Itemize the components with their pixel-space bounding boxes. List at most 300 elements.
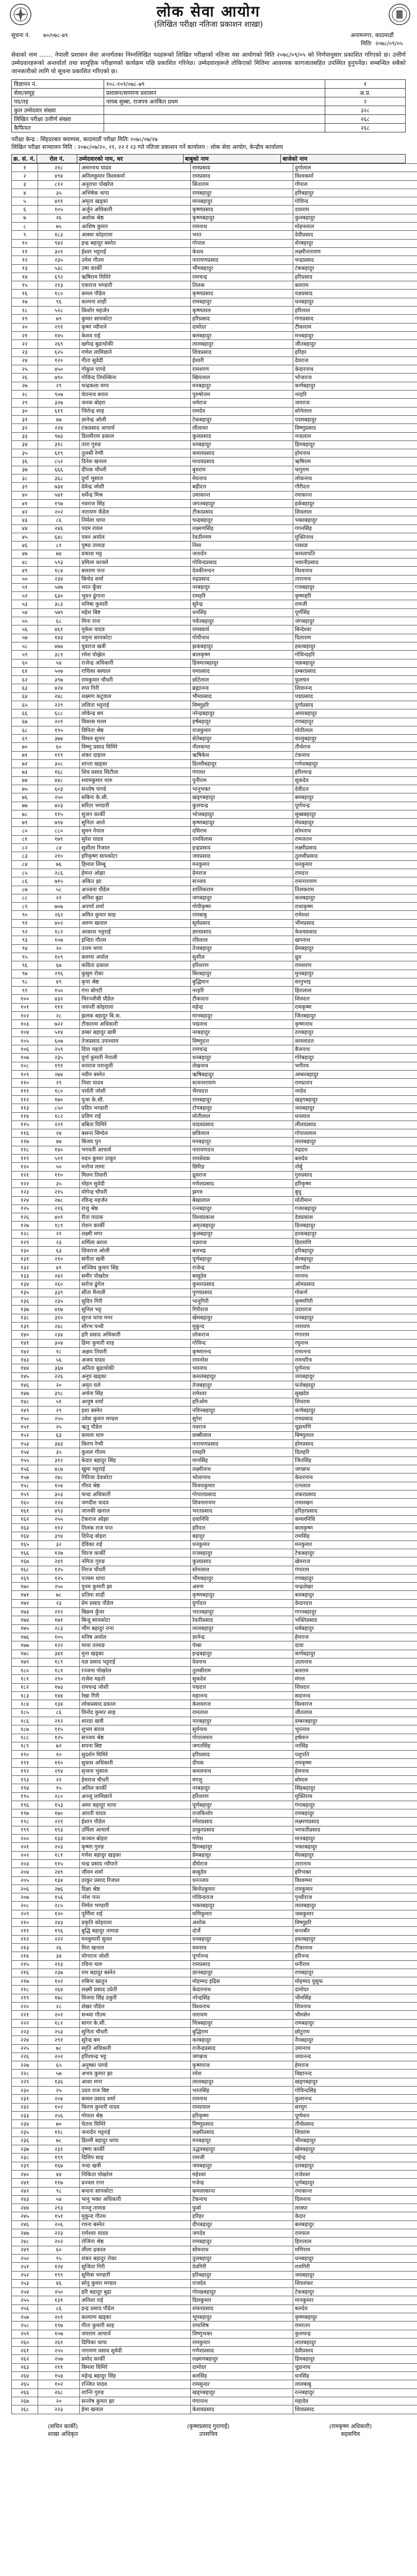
cell-candidate-name: नमिता गुरुङ [80,1557,191,1566]
cell-candidate-name: तारा गुरुङ [80,440,191,449]
cell-grandfather-name: लालबहादुर [293,2338,417,2346]
table-row [12,2321,417,2330]
cell-father-name: बेखालाल [191,1196,293,1205]
cell-roll-number: २५५ [38,1515,80,1523]
table-row [12,2111,417,2120]
cell-grandfather-name: हिरालाल [293,2238,417,2246]
table-row [12,1633,417,1641]
cell-serial: १९५ [12,1792,38,1801]
cell-grandfather-name: चन्द्रप्रसाद [293,256,417,264]
cell-candidate-name: भगवती आचार्य [80,1146,191,1154]
cell-candidate-name: पदम रावल [80,524,191,533]
table-row [12,541,417,550]
cell-roll-number: २५३ [38,2027,80,2036]
table-row [12,1440,417,1448]
cell-roll-number: ३०३ [38,1490,80,1498]
cell-roll-number: २१६ [38,1205,80,1213]
cell-candidate-name: रामचन्द्र जोशी [80,1683,191,1691]
table-row [12,1490,417,1498]
cell-roll-number: ५१ [38,1398,80,1406]
table-row [12,1239,417,1247]
cell-candidate-name: कमला थारु [80,1431,191,1439]
cell-serial: २०१ [12,1843,38,1851]
cell-father-name: नरबहादुर [191,1784,293,1792]
cell-serial: २२५ [12,2044,38,2053]
cell-father-name: यमप्रसाद [191,667,293,675]
cell-father-name: विष्णुप्रसाद [191,2120,293,2128]
cell-serial: १३२ [12,1263,38,1272]
cell-grandfather-name: गोविन्द [293,197,417,206]
cell-roll-number: २७४ [38,1071,80,1079]
cell-father-name: विष्णुदत्त [191,1037,293,1045]
cell-father-name: टेकनाथ [191,2195,293,2204]
cell-serial: २०७ [12,1893,38,1902]
cell-candidate-name: हेमराज चौधरी [80,1776,191,1784]
cell-grandfather-name: कुलानन्द [293,2095,417,2103]
table-row [12,256,417,264]
cell-father-name: गणेशप्रसाद [191,1179,293,1188]
cell-candidate-name: डम्बर बहादुर खत्री [80,1028,191,1037]
cell-father-name: रेवतीरमण [191,533,293,541]
cell-candidate-name: मुना खड्का [80,1650,191,1658]
cell-roll-number: ६३ [38,1247,80,1255]
cell-candidate-name: सञ्जय श्रेष्ठ [80,1734,191,1742]
cell-serial: ६२ [12,676,38,684]
cell-candidate-name: खगेन्द्र बुढाथोकी [80,340,191,348]
cell-candidate-name: राधिका बस्याल [80,667,191,675]
table-row [12,886,417,894]
cell-grandfather-name: लोकनाथ [293,474,417,482]
cell-grandfather-name: तुलसीप्रसाद [293,852,417,860]
cell-candidate-name: कृपा श्रेष्ठ [80,978,191,986]
cell-grandfather-name: मनकुमार [293,1540,417,1549]
cell-serial: ४० [12,491,38,499]
table-row [12,1095,417,1104]
table-row [12,1524,417,1532]
cell-candidate-name: सीता मैनाली [80,1289,191,1297]
cell-roll-number: ४३२ [38,995,80,1003]
cell-grandfather-name: हरकबहादुर [293,1230,417,1238]
cell-grandfather-name: रामजतन [293,835,417,843]
table-row [12,1943,417,1952]
cell-grandfather-name: विश्वराज [293,1700,417,1708]
cell-grandfather-name: रामरतन [293,2321,417,2330]
table-row [12,802,417,810]
cell-serial: २०८ [12,1902,38,1910]
info-row [12,97,406,106]
cell-candidate-name: हेमन्त ओझा [80,869,191,877]
cell-candidate-name: सागर के.सी. [80,2019,191,2027]
cell-roll-number: २०४ [38,2095,80,2103]
cell-roll-number: ७९० [38,374,80,382]
cell-roll-number: ३५ [38,1179,80,1188]
cell-father-name: भक्तबहादुर [191,1902,293,1910]
cell-serial: ११३ [12,1104,38,1112]
cell-roll-number: २०६ [38,2221,80,2229]
cell-serial: ६० [12,659,38,667]
cell-serial: ३३ [12,432,38,440]
cell-grandfather-name: पूर्णनाथ [293,1364,417,1372]
table-row [12,2011,417,2019]
cell-father-name: राजदेव [191,2279,293,2287]
table-row [12,1213,417,1222]
table-row [12,869,417,877]
cell-roll-number: २३४ [38,1331,80,1339]
cell-grandfather-name: पद्मप्रसाद [293,692,417,701]
cell-roll-number: ३८१ [38,651,80,659]
table-row [12,676,417,684]
table-row [12,2086,417,2094]
cell-candidate-name: अनुप खड्का [80,1372,191,1381]
cell-grandfather-name: हरिहरप्रसाद [293,1507,417,1515]
cell-candidate-name: गणेश लामिछाने [80,348,191,357]
cell-roll-number: ३०९ [38,247,80,256]
cell-grandfather-name: गोविन्दहरि [293,651,417,659]
table-row [12,1708,417,1717]
cell-father-name: भरतबहादुर [191,1608,293,1616]
cell-candidate-name: कुशल गौतम [80,1448,191,1456]
table-row [12,2246,417,2254]
cell-serial: ९९ [12,987,38,995]
cell-father-name: राजकुमार [191,726,293,734]
cell-father-name: अशोक [191,1919,293,1927]
cell-roll-number: २९ [38,1406,80,1414]
cell-serial: २०२ [12,1851,38,1859]
cell-roll-number: ४७४ [38,642,80,650]
cell-grandfather-name: नरदेव [293,1087,417,1095]
cell-candidate-name: मिरा खनाल [80,1943,191,1952]
cell-roll-number: ११० [38,1171,80,1179]
exam-venue-info [11,135,406,151]
cell-grandfather-name: बलदेव [293,2304,417,2313]
cell-candidate-name: पुष्पा तामाङ [80,541,191,550]
cell-grandfather-name: धनकुमार [293,860,417,869]
table-row [12,2304,417,2313]
cell-father-name: रामसेवक [191,1155,293,1163]
cell-grandfather-name: हरिलाल [293,307,417,315]
table-row [12,2061,417,2070]
cell-father-name: भोजबहादुर [191,810,293,818]
cell-father-name: बिनोदकुमार [191,1885,293,1893]
cell-serial: १९८ [12,1818,38,1826]
table-row [12,1155,417,1163]
cell-serial: ९ [12,231,38,239]
cell-grandfather-name: नैनबहादुर [293,2036,417,2044]
cell-roll-number: १९३ [38,1826,80,1834]
cell-candidate-name: नारायण प्रसाद सुवेदी [80,2347,191,2355]
cell-candidate-name: अनिश बुढा [80,894,191,902]
signature-role: उपसचिव [199,2430,218,2437]
cell-grandfather-name: बलराम [293,1667,417,1675]
cell-candidate-name: अमर बहादुर थापा [80,1801,191,1809]
cell-roll-number: २८० [38,1792,80,1801]
cell-serial: ६९ [12,735,38,743]
signature-role: सहसचिव [341,2430,360,2437]
table-row [12,281,417,290]
cell-father-name: गणेशप्रसाद [191,2347,293,2355]
info-extra: अ.प्र. [325,89,406,97]
cell-candidate-name: कल्पना शाही [80,298,191,306]
cell-grandfather-name: मुनबहादुर [293,970,417,978]
info-value: १०८-१०९/०७८-७९ [104,80,325,89]
cell-father-name: मनबहादुर [191,1138,293,1146]
cell-roll-number: १८० [38,1087,80,1095]
cell-serial: १६४ [12,1532,38,1540]
table-row [12,1272,417,1280]
cell-grandfather-name: पूर्णबहादुर [293,2179,417,2187]
signature-jointsecretary [299,2422,402,2438]
table-row [12,516,417,524]
cell-serial: २०५ [12,1876,38,1885]
cell-grandfather-name: बलबहादुर [293,2221,417,2229]
cell-roll-number: ११५ [38,1859,80,1868]
cell-roll-number: ७९ [38,315,80,323]
cell-serial: ३१ [12,415,38,423]
cell-roll-number: २९६ [38,970,80,978]
cell-grandfather-name: बालकृष्ण [293,1524,417,1532]
cell-father-name: विजयकुमार [191,1482,293,1490]
cell-father-name: गोपाल [191,239,293,247]
table-row [12,1381,417,1389]
cell-candidate-name: पूर्णिमा राई [80,1910,191,1918]
cell-candidate-name: बिमला घिमिरे [80,2363,191,2371]
cell-grandfather-name: डिलबहादुर [293,1222,417,1230]
cell-grandfather-name: विष्णुहरि [293,1919,417,1927]
header-grandfather-name: बाजेको नाम [281,155,406,163]
cell-serial: २६५ [12,2380,38,2388]
cell-father-name: यमनाथ [191,1943,293,1952]
cell-grandfather-name: हेमराज [293,2061,417,2070]
cell-grandfather-name: रणबहादुर [293,718,417,726]
cell-father-name: महानन्द [191,1692,293,1700]
cell-father-name: कुलचन्द्र [191,802,293,810]
cell-grandfather-name: दिलहरि [293,1448,417,1456]
cell-candidate-name: आयुष शर्मा [80,1398,191,1406]
cell-roll-number: २११ [38,2363,80,2371]
cell-serial: ५८ [12,642,38,650]
table-row [12,2330,417,2338]
table-row [12,2103,417,2111]
cell-grandfather-name: कर्णबहादुर [293,1406,417,1414]
cell-serial: २१८ [12,1986,38,1994]
results-table [11,163,417,2414]
cell-serial: १०४ [12,1028,38,1037]
table-row [12,550,417,558]
cell-candidate-name: निरज चौधरी [80,1566,191,1574]
table-row [12,1734,417,1742]
cell-candidate-name: पूजा के.सी. [80,1095,191,1104]
cell-roll-number: २० [38,2397,80,2405]
cell-roll-number: ३२ [38,1540,80,1549]
cell-grandfather-name: शिवराम [293,1398,417,1406]
cell-roll-number: १९७ [38,2321,80,2330]
cell-serial: ४५ [12,533,38,541]
cell-serial: ६६ [12,709,38,718]
cell-candidate-name: अर्चना सिंह [80,1389,191,1398]
cell-father-name: उमाकान्त [191,491,293,499]
cell-grandfather-name: केशवप्रसाद [293,928,417,936]
cell-serial: १३५ [12,1289,38,1297]
table-row [12,1347,417,1355]
cell-father-name: मणिकुमार [191,1910,293,1918]
cell-father-name: छविलाल [191,1129,293,1138]
cell-father-name: रामप्रसाद [191,164,293,172]
cell-serial: २१९ [12,1994,38,2002]
table-row [12,1952,417,1960]
table-row [12,743,417,751]
cell-serial: २११ [12,1927,38,1935]
cell-roll-number: ७४ [38,550,80,558]
cell-roll-number: २१ [38,1230,80,1238]
table-row [12,936,417,944]
cell-serial: १२४ [12,1196,38,1205]
cell-grandfather-name: बिन्देश्वर [293,625,417,634]
table-row [12,2187,417,2195]
cell-roll-number: १७१ [38,1616,80,1624]
table-row [12,1071,417,1079]
cell-serial: ५४ [12,608,38,617]
cell-grandfather-name: कालुबहादुर [293,735,417,743]
cell-serial: १२२ [12,1179,38,1188]
cell-candidate-name: देवेन्द्र जोशी [80,483,191,491]
cell-serial: २४२ [12,2187,38,2195]
cell-father-name: धनबहादुर [191,1935,293,1943]
cell-candidate-name: तिलक राज पन्त [80,1524,191,1532]
cell-roll-number: २४२ [38,1272,80,1280]
cell-serial: ९० [12,911,38,919]
cell-roll-number: १४० [38,1146,80,1154]
cell-roll-number: १४५ [38,331,80,340]
table-row [12,1583,417,1591]
cell-candidate-name: रामेश्वर यादव [80,2229,191,2238]
table-row [12,323,417,331]
cell-roll-number: २१० [38,852,80,860]
cell-grandfather-name: पूर्णचन्द्र [293,802,417,810]
cell-roll-number: ४६ [38,2279,80,2287]
cell-grandfather-name: नारायण [293,1322,417,1330]
cell-grandfather-name: धनबहादुर [293,298,417,306]
table-row [12,407,417,415]
cell-serial: २२९ [12,2078,38,2086]
cell-father-name: खिमलाल [191,374,293,382]
cell-grandfather-name: खड्गबहादुर [293,2078,417,2086]
table-row [12,2355,417,2363]
cell-grandfather-name: कुलचन्द्र [293,2330,417,2338]
cell-father-name: ज्ञानप्रसाद [191,928,293,936]
cell-roll-number: २०२ [38,2053,80,2061]
cell-grandfather-name: गोरेबहादुर [293,1054,417,1062]
cell-roll-number: १७३ [38,1683,80,1691]
cell-candidate-name: जयराम आचार्य [80,2330,191,2338]
info-label: विज्ञापन नं. [12,80,104,89]
cell-grandfather-name: रामशरण [293,961,417,970]
cell-father-name: रामस्वार्थ [191,625,293,634]
cell-roll-number: ६६६ [38,466,80,474]
table-row [12,1792,417,1801]
cell-grandfather-name: देवप्रकाश [293,1213,417,1222]
cell-grandfather-name: दुर्गाप्रसाद [293,701,417,709]
cell-serial: २३४ [12,2120,38,2128]
cell-candidate-name: कुसुम रोका [80,970,191,978]
cell-grandfather-name: हिमबहादुर [293,440,417,449]
cell-candidate-name: मुकुन्द गौतम [80,2212,191,2221]
cell-candidate-name: हरिकृष्ण सापकोटा [80,852,191,860]
cell-candidate-name: प्रविण राई [80,1112,191,1121]
cell-father-name: विष्णुभक्त [191,2330,293,2338]
cell-serial: १९६ [12,1801,38,1809]
cell-candidate-name: अभिषेक थापा [80,189,191,197]
cell-father-name: मेघनाथ [191,474,293,482]
cell-grandfather-name: उदयनाथ [293,1658,417,1666]
cell-father-name: सुशील [191,953,293,961]
table-row [12,315,417,323]
table-row [12,1138,417,1146]
cell-grandfather-name: लक्ष्मीनारायण [293,247,417,256]
table-row [12,1616,417,1624]
cell-candidate-name: शान्ति गुरुङ [80,2388,191,2397]
cell-father-name: गोविन्द [191,1339,293,1347]
cell-father-name: कुलबहादुर [191,1230,293,1238]
cell-serial: ९५ [12,953,38,961]
cell-serial: ४८ [12,558,38,566]
table-row [12,1717,417,1725]
table-row [12,1515,417,1523]
cell-serial: २२३ [12,2027,38,2036]
cell-roll-number: ३६८ [38,474,80,482]
table-row [12,1591,417,1599]
cell-candidate-name: दिपा महतो [80,1045,191,1054]
cell-grandfather-name: शिवानन्द [293,684,417,692]
cell-serial: ७३ [12,768,38,776]
table-row [12,768,417,776]
cell-grandfather-name: गंगाराम [293,1331,417,1339]
cell-father-name: विष्णुहरि [191,701,293,709]
cell-candidate-name: रेखा गिरी [80,1692,191,1700]
cell-father-name: यादवप्रसाद [191,1121,293,1129]
cell-father-name: महेन्द्र [191,1003,293,1011]
table-row [12,1222,417,1230]
cell-candidate-name: मनोज लामा [80,1163,191,1171]
cell-roll-number: २३ [38,1599,80,1607]
cell-father-name: गोरखबहादुर [191,2288,293,2296]
cell-grandfather-name: भीमबहादुर [293,2137,417,2145]
cell-serial: १४४ [12,1364,38,1372]
cell-candidate-name: रामकुमार चौधरी [80,676,191,684]
cell-serial: १५३ [12,1440,38,1448]
cell-father-name: रामविलास [191,835,293,843]
cell-roll-number: ४४८ [38,776,80,785]
cell-father-name: पुरुषोत्तम [191,391,293,399]
header-father-name: बाबुको नाम [183,155,281,163]
table-row [12,2162,417,2170]
cell-grandfather-name: भगीरथ [293,1062,417,1070]
cell-roll-number: ३०८ [38,760,80,768]
info-label: सेवा/समूह [12,89,104,97]
cell-serial: १७५ [12,1624,38,1633]
cell-father-name: लक्ष्मीनाथ [191,1465,293,1473]
table-row [12,1608,417,1616]
cell-father-name: लक्ष्मीप्रसाद [191,2128,293,2137]
cell-candidate-name: किरण रेग्मी [80,1440,191,1448]
cell-grandfather-name: नरसिंह [293,1742,417,1750]
table-row [12,617,417,625]
cell-grandfather-name: हस्तबहादुर [293,1935,417,1943]
table-row [12,2313,417,2321]
cell-roll-number: २८५ [38,1902,80,1910]
cell-serial: २०६ [12,1885,38,1893]
table-row [12,1683,417,1691]
cell-father-name: दयानिधि [191,1515,293,1523]
